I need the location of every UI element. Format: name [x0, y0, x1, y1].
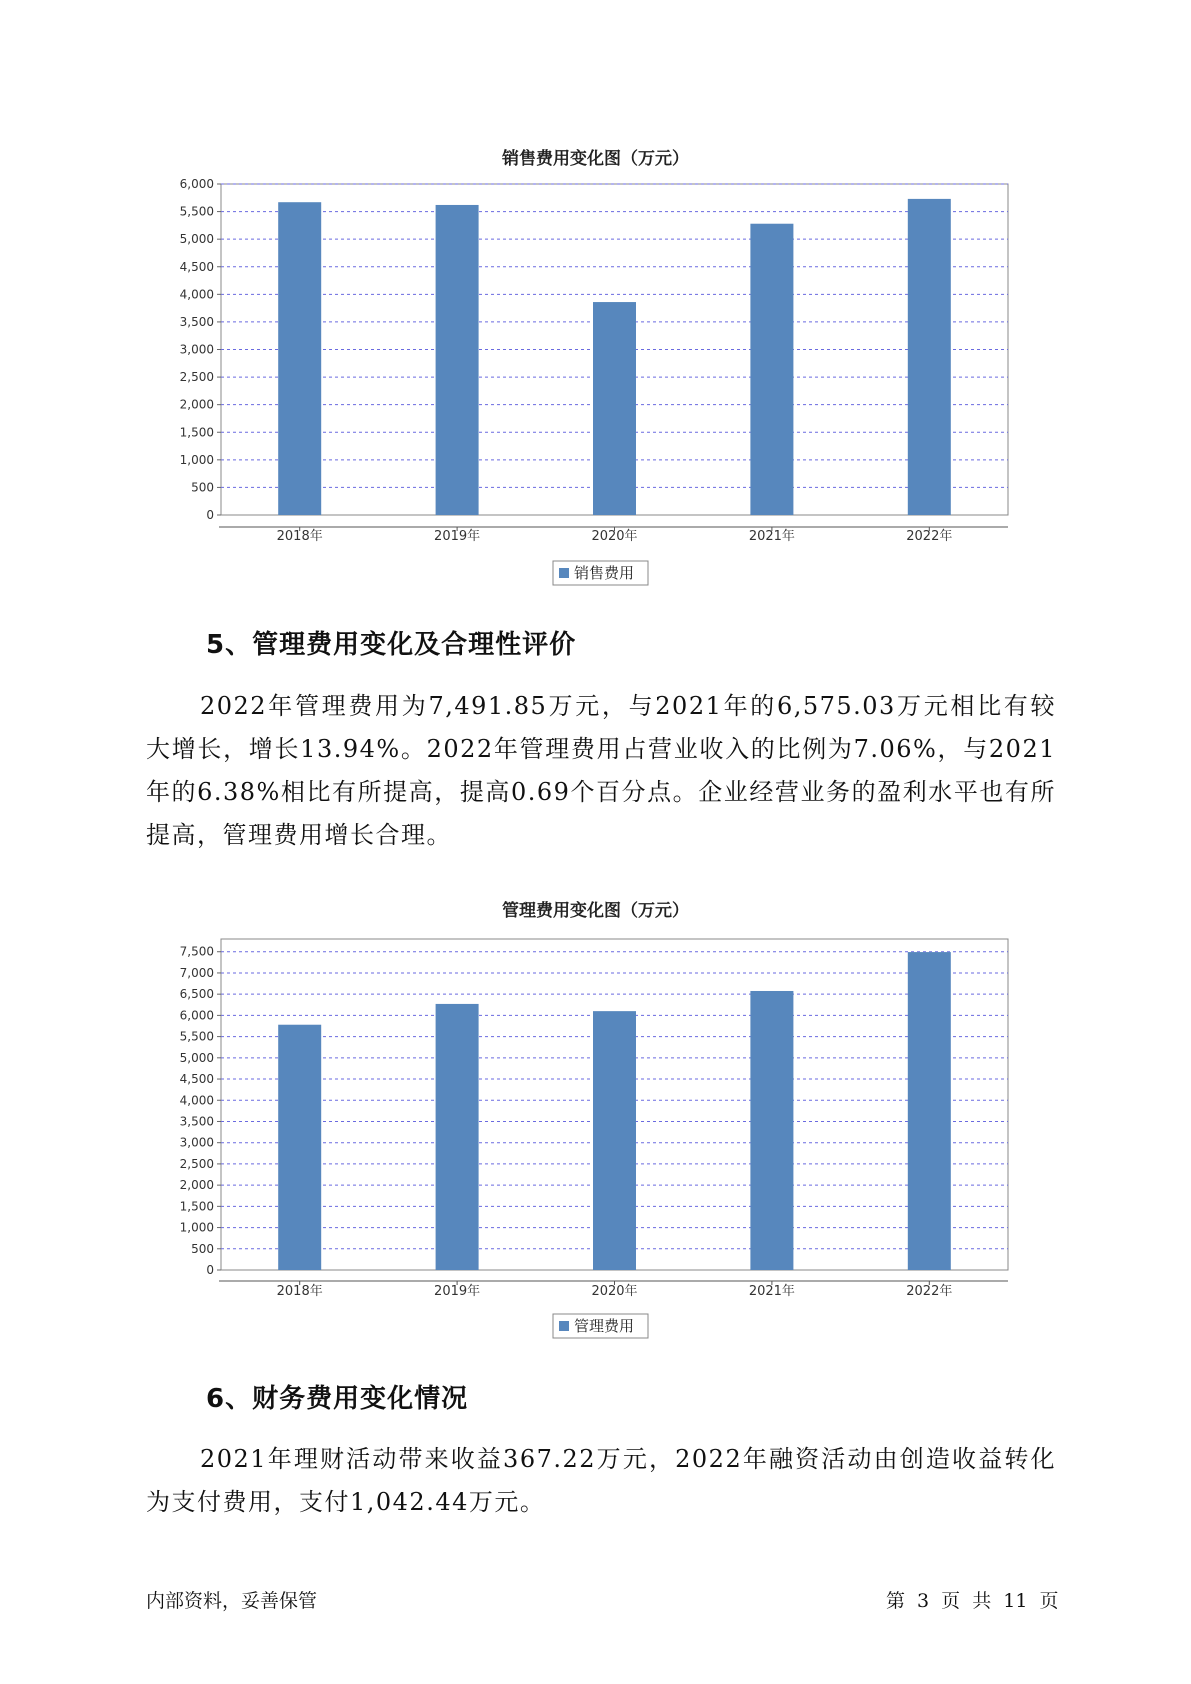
admin-chart-title: 管理费用变化图（万元）: [502, 901, 689, 921]
y-tick-label: 2,500: [179, 370, 214, 385]
y-tick-label: 5,000: [179, 232, 214, 247]
x-tick-label: 2022年: [906, 1284, 953, 1299]
y-tick-label: 3,000: [179, 342, 214, 357]
x-tick-label: 2018年: [276, 1284, 323, 1299]
x-tick-label: 2019年: [434, 1284, 481, 1299]
y-tick-label: 2,000: [179, 397, 214, 412]
bar: [750, 991, 793, 1270]
footer-page-number: 第 3 页 共 11 页: [886, 1590, 1059, 1612]
section-6-paragraph: 2021年理财活动带来收益367.22万元，2022年融资活动由创造收益转化为支付费用，支付1,042.44万元。: [146, 1445, 1056, 1516]
y-tick-label: 4,000: [179, 1093, 214, 1108]
y-tick-label: 1,500: [179, 425, 214, 440]
bar: [908, 952, 951, 1270]
y-tick-label: 4,500: [179, 1072, 214, 1087]
y-tick-label: 500: [191, 1241, 214, 1256]
y-tick-label: 1,000: [179, 452, 214, 467]
y-tick-label: 5,500: [179, 204, 214, 219]
legend-swatch: [559, 1321, 569, 1331]
y-tick-label: 500: [191, 480, 214, 495]
x-tick-label: 2019年: [434, 529, 481, 544]
y-tick-label: 2,500: [179, 1156, 214, 1171]
y-tick-label: 0: [206, 1263, 214, 1277]
section-5-paragraph: 2022年管理费用为7,491.85万元，与2021年的6,575.03万元相比有较大增长，增长13.94%。2022年管理费用占营业收入的比例为7.06%，与2021年的6.38%相比有所提高，提高0.69个百分点。企业经营业务的盈利水平也有所提高，管理费用增长合理。: [146, 692, 1056, 849]
y-tick-label: 3,500: [179, 1114, 214, 1129]
y-tick-label: 1,500: [179, 1199, 214, 1214]
x-tick-label: 2022年: [906, 529, 953, 544]
footer-confidential-note: 内部资料，妥善保管: [146, 1590, 318, 1612]
y-tick-label: 6,000: [179, 177, 214, 191]
y-tick-label: 7,500: [179, 944, 214, 959]
y-tick-label: 3,500: [179, 314, 214, 329]
y-tick-label: 7,000: [179, 965, 214, 980]
y-tick-label: 4,000: [179, 287, 214, 302]
x-tick-label: 2021年: [748, 1284, 795, 1299]
y-tick-label: 0: [206, 508, 214, 522]
section-5-heading: 5、管理费用变化及合理性评价: [206, 630, 577, 660]
x-tick-label: 2020年: [591, 1284, 638, 1299]
y-tick-label: 1,000: [179, 1220, 214, 1235]
y-tick-label: 3,000: [179, 1135, 214, 1150]
x-tick-label: 2020年: [591, 529, 638, 544]
bar: [436, 1004, 479, 1270]
section-6-heading: 6、财务费用变化情况: [206, 1384, 469, 1414]
legend-label: 管理费用: [574, 1317, 635, 1335]
bar: [278, 1025, 321, 1270]
y-tick-label: 2,000: [179, 1178, 214, 1193]
y-tick-label: 5,000: [179, 1050, 214, 1065]
legend-label: 销售费用: [574, 564, 635, 582]
x-tick-label: 2018年: [276, 529, 323, 544]
x-tick-label: 2021年: [748, 529, 795, 544]
sales-chart-title: 销售费用变化图（万元）: [502, 149, 689, 169]
y-tick-label: 5,500: [179, 1029, 214, 1044]
y-tick-label: 4,500: [179, 259, 214, 274]
y-tick-label: 6,000: [179, 1008, 214, 1023]
y-tick-label: 6,500: [179, 987, 214, 1002]
bar: [593, 1011, 636, 1270]
